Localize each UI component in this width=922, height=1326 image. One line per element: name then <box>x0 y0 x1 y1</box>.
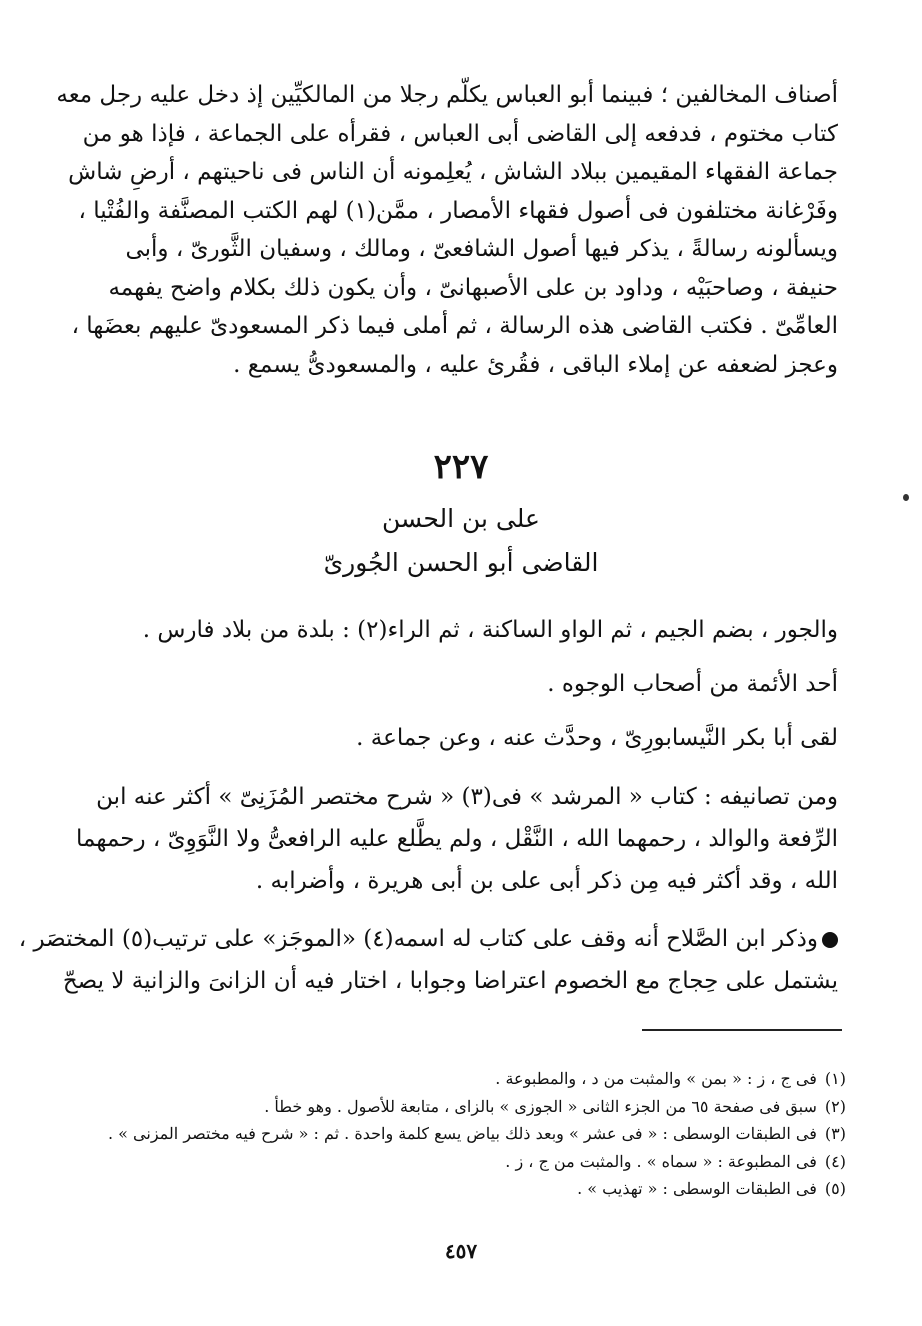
text-line-content: وذكر ابن الصَّلاح أنه وقف على كتاب له اسمه(٤) «الموجَز» على ترتيب(٥) المختصَر ، <box>18 926 818 952</box>
text-line: ومن تصانيفه : كتاب « المرشد » فى(٣) « شرح مختصر المُزَنِىّ » أكثر عنه ابن <box>96 784 838 810</box>
text-line: ويسألونه رسالةً ، يذكر فيها أصول الشافعىّ ، ومالك ، وسفيان الثَّورىّ ، وأبى <box>125 236 838 262</box>
text-line: وعجز لضعفه عن إملاء الباقى ، فقُرئ عليه ، والمسعودىُّ يسمع . <box>233 351 838 378</box>
footnote-text: فى الطبقات الوسطى : « فى عشر » وبعد ذلك بياض يسع كلمة واحدة . ثم : « شرح فيه مختصر المزنى » . <box>108 1124 817 1143</box>
text-line: كتاب مختوم ، فدفعه إلى القاضى أبى العباس ، فقرأه على الجماعة ، فإذا هو من <box>82 120 838 147</box>
text-line: أصناف المخالفين ؛ فبينما أبو العباس يكلّم رجلا من المالكيِّين إذ دخل عليه رجل معه <box>56 82 838 108</box>
gur-definition: والجور ، بضم الجيم ، ثم الواو الساكنة ، ثم الراء(٢) : بلدة من بلاد فارس . <box>142 617 838 643</box>
footnote-number: (٥) <box>824 1179 846 1198</box>
text-line: حنيفة ، وصاحبَيْه ، وداود بن على الأصبهانىّ ، وأن يكون ذلك بكلام واضح يفهمه <box>108 274 838 301</box>
imam-line: أحد الأئمة من أصحاب الوجوه . <box>547 671 838 697</box>
entry-name: على بن الحسن <box>382 504 540 533</box>
footnote-text: سبق فى صفحة ٦٥ من الجزء الثانى « الجوزى » بالزاى ، متابعة للأصول . وهو خطأ . <box>264 1096 817 1116</box>
text-line: الله ، وقد أكثر فيه مِن ذكر أبى على بن أبى هريرة ، وأضرابه . <box>255 868 838 894</box>
entry-number: ٢٢٧ <box>433 447 489 487</box>
footnote-divider <box>642 1029 842 1031</box>
entry-title: القاضى أبو الحسن الجُورىّ <box>323 548 599 577</box>
footnote <box>76 1148 846 1176</box>
bullet-icon <box>822 932 838 948</box>
footnote-number: (١) <box>824 1069 846 1088</box>
works-paragraph <box>76 776 838 902</box>
footnote <box>76 1120 846 1148</box>
text-line: يشتمل على حِجاج مع الخصوم اعتراضا وجوابا ، اختار فيه أن الزانىَ والزانية لا يصحّ <box>62 968 838 994</box>
intro-paragraph <box>56 76 838 384</box>
footnote-text: فى المطبوعة : « سماه » . والمثبت من ج ، ز . <box>505 1151 817 1171</box>
footnote-number: (٤) <box>824 1151 846 1171</box>
salah-paragraph <box>18 918 838 1002</box>
text-line: الرِّفعة والوالد ، رحمهما الله ، النَّقْل ، ولم يطَّلع عليه الرافعىُّ ولا النَّوَوِىّ ، رحمهما <box>76 826 838 852</box>
text-line: العامِّىّ . فكتب القاضى هذه الرسالة ، ثم أملى فيما ذكر المسعودىّ عليهم بعضَها ، <box>71 313 838 339</box>
footnote <box>76 1065 846 1093</box>
footnote <box>76 1175 846 1203</box>
text-line: جماعة الفقهاء المقيمين ببلاد الشاش ، يُعلِمونه أن الناس فى ناحيتهم ، أرضِ شاش <box>68 159 838 185</box>
margin-mark <box>903 494 909 501</box>
footnote <box>76 1093 846 1121</box>
text-line: وفَرْغانة مختلفون فى أصول فقهاء الأمصار ، ممَّن(١) لهم الكتب المصنَّفة والفُتْيا ، <box>78 197 838 224</box>
footnote-text: فى ج ، ز : « بمن » والمثبت من د ، والمطبوعة . <box>495 1069 817 1088</box>
text-line <box>18 918 838 960</box>
footnote-text: فى الطبقات الوسطى : « تهذيب » . <box>577 1179 817 1198</box>
page-number: ٤٥٧ <box>444 1239 478 1263</box>
footnote-number: (٣) <box>824 1124 846 1143</box>
footnotes-list <box>76 1065 846 1203</box>
met-line: لقى أبا بكر النَّيسابورِىّ ، وحدَّث عنه ، وعن جماعة . <box>356 725 838 751</box>
footnote-number: (٢) <box>824 1096 846 1116</box>
